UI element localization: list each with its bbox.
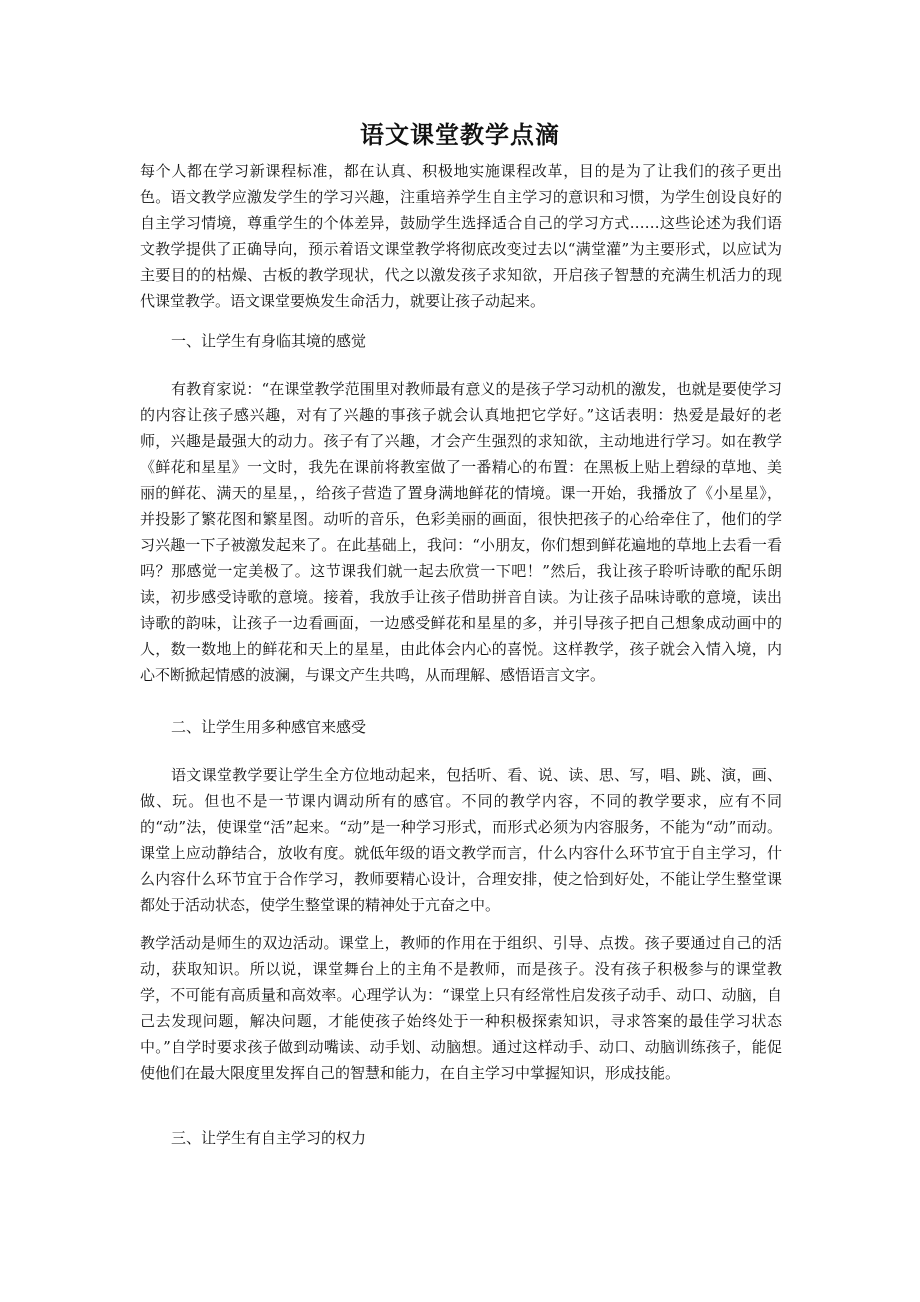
section-2-paragraph-1: 语文课堂教学要让学生全方位地动起来，包括听、看、说、读、思、写，唱、跳、演，画、做、玩。但也不是一节课内调动所有的感官。不同的教学内容，不同的教学要求，应有不同的“动”法，使课堂“活”起来。“动”是一种学习形式，而形式必须为内容服务，不能为“动”而动。课堂上应动静结合，放收有度。就低年级的语文教学而言，什么内容什么环节宜于自主学习，什么内容什么环节宜于合作学习，教师要精心设计，合理安排，使之恰到好处，不能让学生整堂课都处于活动状态，使学生整堂课的精神处于亢奋之中。 [140, 766, 782, 914]
section-1-paragraph: 有教育家说：“在课堂教学范围里对教师最有意义的是孩子学习动机的激发，也就是要使学习的内容让孩子感兴趣，对有了兴趣的事孩子就会认真地把它学好。”这话表明：热爱是最好的老师，兴趣是最强大的动力。孩子有了兴趣，才会产生强烈的求知欲，主动地进行学习。如在教学《鲜花和星星》一文时，我先在课前将教室做了一番精心的布置：在黑板上贴上碧绿的草地、美丽的鲜花、满天的星星，，给孩子营造了置身满地鲜花的情境。课一开始，我播放了《小星星》，并投影了繁花图和繁星图。动听的音乐，色彩美丽的画面，很快把孩子的心给牵住了，他们的学习兴趣一下子被激发起来了。在此基础上，我问：“小朋友，你们想到鲜花遍地的草地上去看一看吗？那感觉一定美极了。这节课我们就一起去欣赏一下吧！”然后，我让孩子聆听诗歌的配乐朗读，初步感受诗歌的意境。接着，我放手让孩子借助拼音自读。为让孩子品味诗歌的意境，读出诗歌的韵味，让孩子一边看画面，一边感受鲜花和星星的多，并引导孩子把自己想象成动画中的人，数一数地上的鲜花和天上的星星，由此体会内心的喜悦。这样教学，孩子就会入情入境，内心不断掀起情感的波澜，与课文产生共鸣，从而理解、感悟语言文字。 [140, 380, 782, 684]
document-title: 语文课堂教学点滴 [360, 120, 560, 149]
intro-paragraph: 每个人都在学习新课程标准，都在认真、积极地实施课程改革，目的是为了让我们的孩子更出色。语文教学应激发学生的学习兴趣，注重培养学生自主学习的意识和习惯，为学生创设良好的自主学习情境，尊重学生的个体差异，鼓励学生选择适合自己的学习方式……这些论述为我们语文教学提供了正确导向，预示着语文课堂教学将彻底改变过去以“满堂灌”为主要形式，以应试为主要目的的枯燥、古板的教学现状，代之以激发孩子求知欲，开启孩子智慧的充满生机活力的现代课堂教学。语文课堂要焕发生命活力，就要让孩子动起来。 [140, 162, 782, 310]
section-2-heading: 二、让学生用多种感官来感受 [171, 718, 367, 736]
section-1-heading: 一、让学生有身临其境的感觉 [171, 332, 367, 350]
section-3-heading: 三、让学生有自主学习的权力 [171, 1129, 367, 1147]
section-2-paragraph-2: 教学活动是师生的双边活动。课堂上，教师的作用在于组织、引导、点拨。孩子要通过自己的活动，获取知识。所以说，课堂舞台上的主角不是教师，而是孩子。没有孩子积极参与的课堂教学，不可能有高质量和高效率。心理学认为：“课堂上只有经常性启发孩子动手、动口、动脑，自己去发现问题，解决问题，才能使孩子始终处于一种积极探索知识，寻求答案的最佳学习状态中。”自学时要求孩子做到动嘴读、动手划、动脑想。通过这样动手、动口、动脑训练孩子，能促使他们在最大限度里发挥自己的智慧和能力，在自主学习中掌握知识，形成技能。 [140, 934, 782, 1082]
